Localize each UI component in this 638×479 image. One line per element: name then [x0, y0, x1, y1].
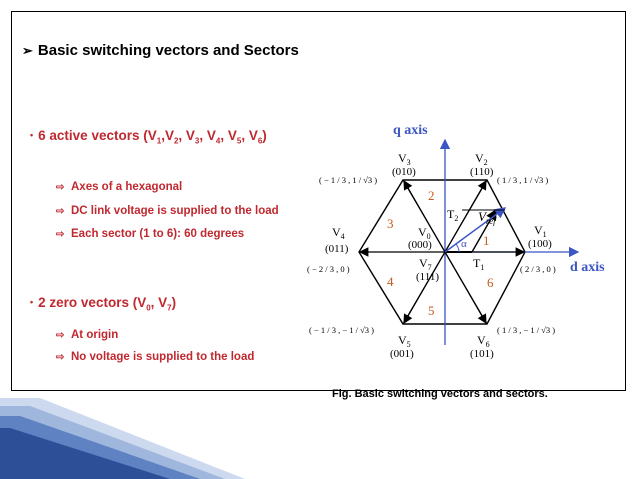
v7-code: (111) — [416, 271, 440, 283]
v2-label: $V_2$ — [475, 151, 488, 167]
v1-code: (100) — [528, 238, 552, 250]
title-text: Basic switching vectors and Sectors — [37, 42, 299, 59]
v5-coord: ( − 1 / 3 , − 1 / √3 ) — [309, 325, 375, 335]
sector-label-5: 5 — [428, 303, 435, 318]
sub-bullet-sector: ⇨ Each sector (1 to 6): 60 degrees — [56, 228, 245, 240]
v3-label: $V_3$ — [398, 151, 411, 167]
v2-code: (110) — [470, 166, 494, 178]
v4-label: $V_4$ — [332, 225, 345, 241]
vref-label: $V_{ref}$ — [478, 209, 496, 226]
arrow-bullet-icon: ⇨ — [56, 229, 65, 240]
q-axis-label: q axis — [393, 123, 428, 138]
bullet-dot-icon: • — [30, 297, 34, 307]
t1-label: $T_1$ — [473, 256, 485, 272]
v1-label: $V_1$ — [534, 223, 547, 239]
sub-bullet-hexagon: ⇨ Axes of a hexagonal — [56, 181, 183, 193]
v5-label: $V_5$ — [398, 333, 411, 349]
sub-bullet-origin: ⇨ At origin — [56, 329, 119, 341]
sector-label-1: 1 — [483, 233, 490, 248]
arrow-bullet-icon: ➢ — [22, 43, 33, 58]
v3-coord: ( − 1 / 3 , 1 / √3 ) — [319, 175, 378, 185]
alpha-label: α — [461, 238, 467, 250]
arrow-bullet-icon: ⇨ — [56, 182, 65, 193]
arrow-bullet-icon: ⇨ — [56, 206, 65, 217]
v5-code: (001) — [390, 348, 414, 360]
v4-code: (011) — [325, 243, 349, 255]
sub-bullet-dc-link: ⇨ DC link voltage is supplied to the load — [56, 205, 279, 217]
bullet-dot-icon: • — [30, 130, 34, 140]
sector-label-6: 6 — [487, 275, 494, 290]
v0-code: (000) — [408, 239, 432, 251]
sector-label-4: 4 — [387, 274, 394, 289]
bullet-zero-vectors: • 2 zero vectors ($V_0$, $V_7$) — [30, 295, 177, 313]
v1-coord: ( 2 / 3 , 0 ) — [520, 264, 556, 274]
d-axis-label: d axis — [570, 260, 605, 275]
v7-label: $V_7$ — [419, 256, 432, 272]
v2-coord: ( 1 / 3 , 1 / √3 ) — [497, 175, 549, 185]
v0-label: $V_0$ — [418, 225, 431, 241]
figure-caption: Fig. Basic switching vectors and sectors. — [332, 388, 548, 400]
sub-bullet-no-voltage: ⇨ No voltage is supplied to the load — [56, 351, 255, 363]
sector-label-2: 2 — [428, 188, 435, 203]
t2-label: $T_2$ — [447, 207, 459, 223]
bullet-active-vectors: • 6 active vectors ($V_1,V_2$, $V_3$, $V_4$, $V_5$, $V_6$) — [30, 128, 267, 146]
arrow-bullet-icon: ⇨ — [56, 330, 65, 341]
v3-code: (010) — [392, 166, 416, 178]
v6-label: $V_6$ — [477, 333, 490, 349]
sector-label-3: 3 — [387, 216, 394, 231]
arrow-bullet-icon: ⇨ — [56, 352, 65, 363]
alpha-arc — [456, 244, 459, 252]
v6-code: (101) — [470, 348, 494, 360]
v4-coord: ( − 2 / 3 , 0 ) — [307, 264, 350, 274]
v6-coord: ( 1 / 3 , − 1 / √3 ) — [497, 325, 556, 335]
